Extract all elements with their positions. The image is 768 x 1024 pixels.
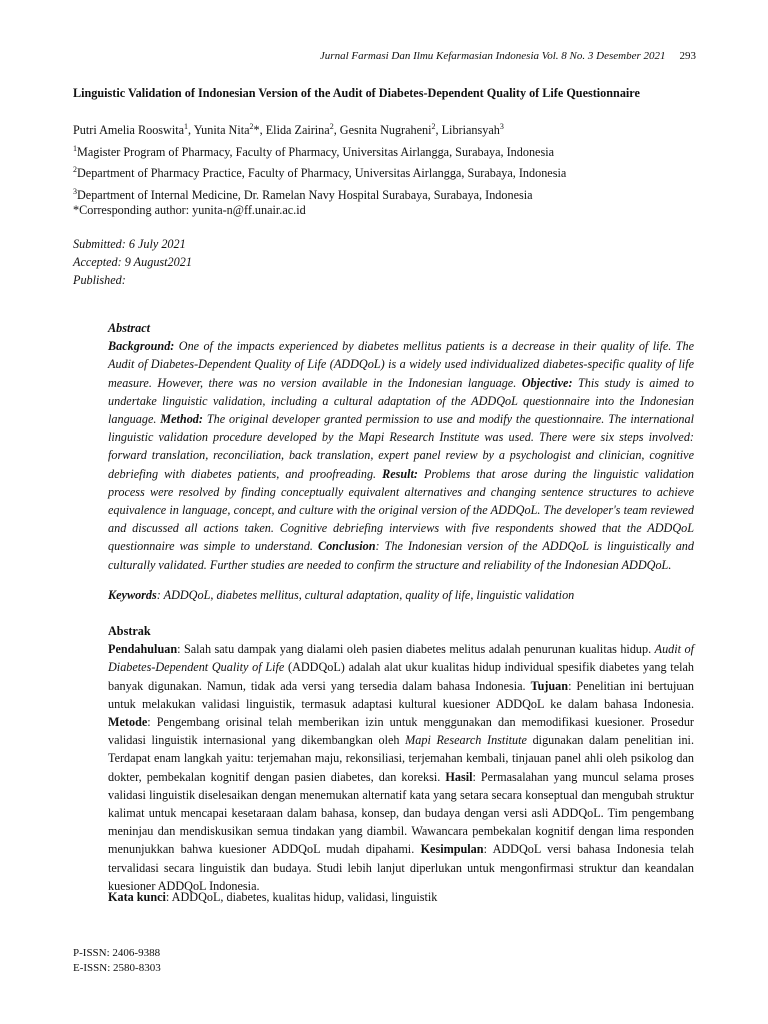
background-label: Background: <box>108 339 175 354</box>
tujuan-text: : Penelitian ini bertujuan untuk melakukan validasi linguistik, termasuk adaptasi kultural kuesioner ADDQoL ke dalam bahasa Indonesia. <box>108 678 694 711</box>
abstrak-body <box>108 640 694 895</box>
abstract-indonesian <box>108 622 694 895</box>
method-text: The original developer granted permission to use and modify the questionnaire. The international linguistic validation procedure developed by the Mapi Research Institute was used. There were six steps involved: forward translation, reconciliation, back translation, expert panel review by a psychologist and clinician, cognitive debriefing with diabetes patients, and proofreading. <box>108 412 695 481</box>
kesimpulan-label: Kesimpulan <box>420 842 484 857</box>
kesimpulan-text: : ADDQoL versi bahasa Indonesia telah tervalidasi secara linguistik dan budaya. Studi lebih lanjut diperlukan untuk mengonfirmasi struktur dan keandalan kuesioner ADDQoL Indonesia. <box>108 842 695 893</box>
background-text: One of the impacts experienced by diabetes mellitus patients is a decrease in their quality of life. The Audit of Diabetes-Dependent Quality of Life (ADDQoL) is a widely used individualized diabetes-specific quality of life measure. However, there was no version available in the Indonesian language. <box>108 339 694 390</box>
author-name: , Elida Zairina <box>259 123 330 138</box>
corresponding-mark: * <box>253 123 260 138</box>
hasil-label: Hasil <box>445 769 473 784</box>
affiliation-2 <box>73 161 713 183</box>
keywords-label: Keywords <box>108 588 157 602</box>
published-date: Published: <box>73 273 126 287</box>
result-text: Problems that arose during the linguistic validation process were resolved by finding conceptually equivalent alternatives and changing sentence structures to achieve equivalence in language, concept, and culture with the original version of the ADDQoL. The developer's team reviewed and discussed all actions taken. Cognitive debriefing interviews with five respondents showed that the ADDQoL questionnaire was simple to understand. <box>108 466 695 554</box>
paper-title: Linguistic Validation of Indonesian Version of the Audit of Diabetes-Dependent Quality of Life Questionnaire <box>73 86 640 100</box>
pendahuluan-label: Pendahuluan <box>108 642 178 657</box>
keywords-text: : ADDQoL, diabetes mellitus, cultural adaptation, quality of life, linguistic validation <box>156 588 575 602</box>
mapi-institute: Mapi Research Institute <box>405 733 527 748</box>
tujuan-label: Tujuan <box>530 678 569 693</box>
author-block <box>73 118 713 205</box>
addqol-full-name: Audit of Diabetes-Dependent Quality of Life <box>108 642 694 675</box>
pendahuluan-text-2: (ADDQoL) adalah alat ukur kualitas hidup individual spesifik diabetes yang telah banyak digunakan. Namun, tidak ada versi yang tersedia dalam bahasa Indonesia. <box>108 660 694 693</box>
kata-kunci-label: Kata kunci <box>108 890 166 904</box>
affiliation-text: Department of Pharmacy Practice, Faculty of Pharmacy, Universitas Airlangga, Surabaya, Indonesia <box>77 166 567 181</box>
affiliation-1 <box>73 140 713 162</box>
journal-name: Jurnal Farmasi Dan Ilmu Kefarmasian Indonesia Vol. 8 No. 3 Desember 2021 <box>319 50 666 62</box>
abstrak-heading: Abstrak <box>108 624 151 638</box>
author-name: Putri Amelia Rooswita <box>73 123 185 138</box>
running-header <box>320 50 696 62</box>
author-name: , Libriansyah <box>435 123 500 138</box>
author-name: , Gesnita Nugraheni <box>333 123 432 138</box>
submission-dates <box>73 235 192 289</box>
objective-label: Objective: <box>521 375 573 390</box>
abstract-body <box>108 337 694 574</box>
abstract-heading: Abstract <box>108 321 150 335</box>
author-name: , Yunita Nita <box>188 123 250 138</box>
conclusion-text: : The Indonesian version of the ADDQoL is linguistically and culturally validated. Further studies are needed to confirm the structure and reliability of the Indonesian ADDQoL. <box>108 539 694 572</box>
corresponding-author: *Corresponding author: yunita-n@ff.unair.ac.id <box>73 203 306 217</box>
metode-text: : Pengembang orisinal telah memberikan izin untuk menggunakan dan memodifikasi kuesioner. Prosedur validasi linguistik internasional yang dikembangkan oleh <box>108 715 694 748</box>
keywords <box>108 588 694 603</box>
kata-kunci-text: : ADDQoL, diabetes, kualitas hidup, validasi, linguistik <box>165 890 438 904</box>
affiliation-number: 1 <box>73 143 77 153</box>
author-affiliation-mark: 1 <box>184 122 189 131</box>
author-affiliation-mark: 2 <box>329 122 334 131</box>
print-issn: P-ISSN: 2406-9388 <box>73 947 161 959</box>
submitted-date: Submitted: 6 July 2021 <box>73 237 186 251</box>
conclusion-label: Conclusion <box>317 539 376 554</box>
kata-kunci <box>108 890 694 905</box>
electronic-issn: E-ISSN: 2580-8303 <box>73 962 161 974</box>
abstract-english <box>108 319 694 574</box>
author-list <box>73 118 713 140</box>
metode-text-2: digunakan dalam penelitian ini. Terdapat enam langkah yaitu: terjemahan maju, rekonsiliasi, terjemahan kembali, tinjauan panel ahli oleh psikolog dan dokter, pembekalan kognitif dengan pasien diabetes, dan koreksi. <box>108 733 694 784</box>
pendahuluan-text: : Salah satu dampak yang dialami oleh pasien diabetes melitus adalah penurunan kualitas hidup. <box>177 642 655 657</box>
author-affiliation-mark: 2 <box>431 122 436 131</box>
author-affiliation-mark: 2 <box>249 122 254 131</box>
objective-text: This study is aimed to undertake linguistic validation, including a cultural adaptation of the ADDQoL questionnaire into the Indonesian language. <box>108 375 695 427</box>
hasil-text: : Permasalahan yang muncul selama proses validasi linguistik diselesaikan dengan menemukan alternatif kata yang setara secara konseptual dan mengubah struktur kalimat untuk mencapai kesetaraan dalam bahasa, konsep, dan budaya dengan versi asli ADDQoL. Tim pengembang meninjau dan mendiskusikan semua tindakan yang diambil. Wawancara pembekalan kognitif dengan lima responden menunjukkan bahwa kuesioner ADDQoL mudah dipahami. <box>108 769 694 857</box>
affiliation-3 <box>73 183 713 205</box>
method-label: Method: <box>160 412 203 427</box>
accepted-date: Accepted: 9 August2021 <box>73 255 192 269</box>
page-number: 293 <box>679 50 696 62</box>
affiliation-text: Magister Program of Pharmacy, Faculty of Pharmacy, Universitas Airlangga, Surabaya, Indonesia <box>77 144 554 159</box>
result-label: Result: <box>382 466 418 481</box>
affiliation-text: Department of Internal Medicine, Dr. Ramelan Navy Hospital Surabaya, Surabaya, Indonesia <box>77 188 533 203</box>
metode-label: Metode <box>108 715 148 730</box>
issn-block <box>73 946 161 976</box>
affiliation-number: 3 <box>73 186 77 196</box>
author-affiliation-mark: 3 <box>499 122 504 131</box>
affiliation-number: 2 <box>73 165 77 175</box>
